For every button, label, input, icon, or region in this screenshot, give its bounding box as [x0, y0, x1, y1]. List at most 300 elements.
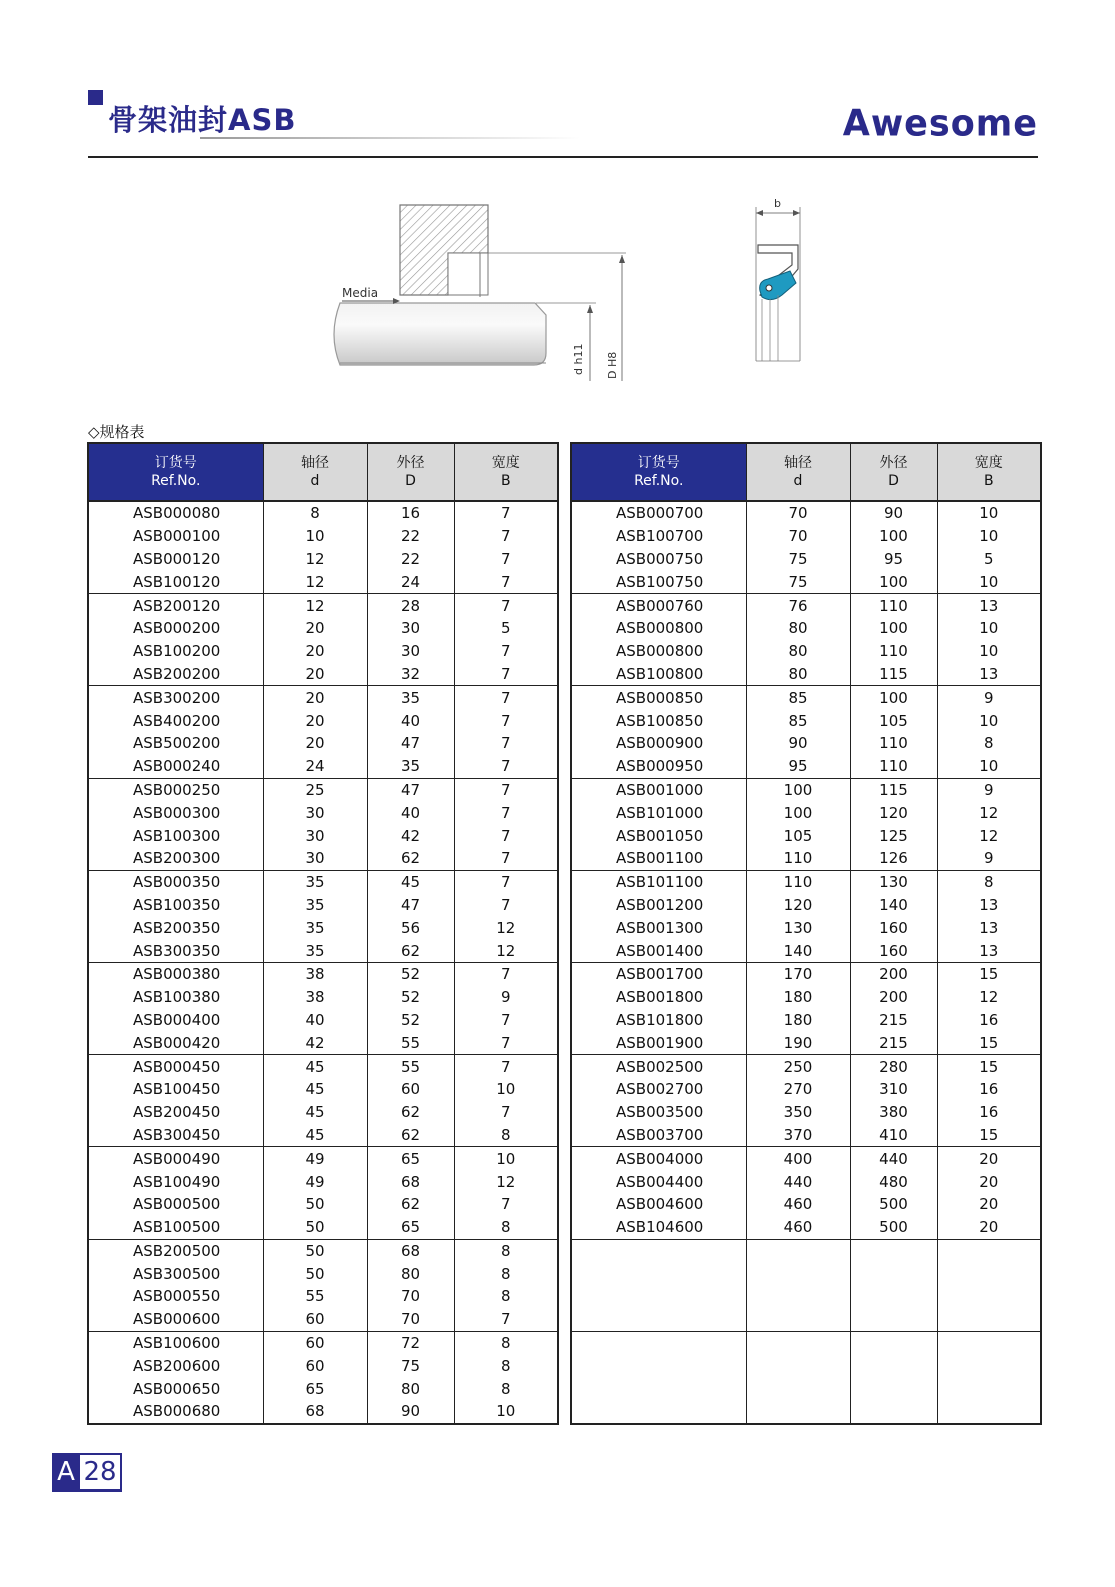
cell-d: 250 [746, 1055, 850, 1078]
cell-B: 7 [454, 548, 558, 571]
cell-D: 35 [367, 686, 454, 709]
col-width: 宽度 B [937, 443, 1041, 501]
cell-D: 65 [367, 1147, 454, 1170]
section-badge: A [52, 1453, 80, 1491]
table-row [571, 1400, 1041, 1424]
table-row [571, 1216, 1041, 1239]
cell-D: 100 [850, 525, 937, 548]
cell-d [746, 1239, 850, 1262]
cell-B: 8 [454, 1285, 558, 1308]
cell-d: 20 [263, 617, 367, 640]
table-row [571, 640, 1041, 663]
cell-d: 49 [263, 1147, 367, 1170]
d-dimension-label: d h11 [572, 343, 585, 375]
header-square-icon [88, 90, 103, 105]
table-row [88, 1124, 558, 1147]
cell-D: 62 [367, 1193, 454, 1216]
cell-d: 49 [263, 1170, 367, 1193]
cell-d: 60 [263, 1308, 367, 1331]
cell-ref: ASB000550 [133, 1287, 221, 1306]
table-row [571, 1031, 1041, 1054]
cell-d: 75 [746, 570, 850, 593]
cell-D: 380 [850, 1101, 937, 1124]
cell-D: 55 [367, 1031, 454, 1054]
col-ref: 订货号 Ref.No. [571, 443, 746, 501]
table-row [88, 570, 558, 593]
cell-ref: ASB000600 [133, 1310, 221, 1329]
cell-D: 40 [367, 801, 454, 824]
cell-D: 440 [850, 1147, 937, 1170]
cell-B [937, 1331, 1041, 1354]
cell-D: 110 [850, 594, 937, 617]
cell-D: 22 [367, 525, 454, 548]
table-row [88, 1377, 558, 1400]
cell-d [746, 1262, 850, 1285]
cell-d: 40 [263, 1009, 367, 1032]
cell-ref: ASB100750 [616, 572, 704, 591]
cell-B: 15 [937, 1031, 1041, 1054]
cell-B: 7 [454, 1308, 558, 1331]
table-row [571, 732, 1041, 755]
cell-d: 460 [746, 1193, 850, 1216]
cell-B: 8 [454, 1216, 558, 1239]
table-row [88, 709, 558, 732]
cell-B: 7 [454, 686, 558, 709]
table-row [88, 1308, 558, 1331]
cell-D: 90 [367, 1400, 454, 1424]
table-row [571, 1262, 1041, 1285]
cell-D: 80 [367, 1377, 454, 1400]
table-row [571, 916, 1041, 939]
cell-B: 9 [937, 778, 1041, 801]
table-row [88, 1354, 558, 1377]
cell-B: 16 [937, 1009, 1041, 1032]
cell-D: 42 [367, 824, 454, 847]
cell-d: 12 [263, 570, 367, 593]
table-row [88, 939, 558, 962]
cell-B: 13 [937, 894, 1041, 917]
cell-D: 45 [367, 870, 454, 893]
seal-cross-section [756, 197, 800, 361]
table-row [571, 801, 1041, 824]
cell-B: 7 [454, 640, 558, 663]
table-row [88, 962, 558, 985]
media-label: Media [342, 286, 379, 300]
cell-D: 215 [850, 1031, 937, 1054]
cell-B [937, 1354, 1041, 1377]
table-row [88, 548, 558, 571]
table-row [571, 894, 1041, 917]
cell-D: 115 [850, 778, 937, 801]
cell-D: 160 [850, 916, 937, 939]
cell-d: 20 [263, 686, 367, 709]
cell-B: 7 [454, 870, 558, 893]
cell-d: 440 [746, 1170, 850, 1193]
cell-d: 35 [263, 894, 367, 917]
cell-B [937, 1285, 1041, 1308]
cell-D: 480 [850, 1170, 937, 1193]
cell-d: 95 [746, 755, 850, 778]
cell-D [850, 1308, 937, 1331]
cell-ref: ASB200200 [133, 664, 221, 683]
cell-ref: ASB001700 [571, 962, 746, 985]
cell-ref: ASB100350 [133, 895, 221, 914]
table-row [88, 1009, 558, 1032]
cell-d: 20 [263, 709, 367, 732]
table-row [88, 686, 558, 709]
cell-d: 76 [746, 594, 850, 617]
table-row [88, 663, 558, 686]
cell-d: 50 [263, 1216, 367, 1239]
cell-D: 40 [367, 709, 454, 732]
cell-D: 30 [367, 640, 454, 663]
cell-B: 13 [937, 939, 1041, 962]
cell-B [937, 1262, 1041, 1285]
table-row [88, 617, 558, 640]
cell-ref [571, 1331, 746, 1354]
cell-d: 60 [263, 1354, 367, 1377]
cell-ref: ASB104600 [616, 1218, 704, 1237]
cell-D [850, 1400, 937, 1424]
cell-ref: ASB000120 [133, 549, 221, 568]
cell-ref: ASB100600 [88, 1331, 263, 1354]
cell-ref [571, 1354, 746, 1377]
cell-B [937, 1239, 1041, 1262]
cell-d: 180 [746, 1009, 850, 1032]
cell-ref: ASB200300 [133, 849, 221, 868]
cell-ref: ASB000800 [616, 642, 704, 661]
cell-D: 35 [367, 755, 454, 778]
cell-d: 75 [746, 548, 850, 571]
cell-ref: ASB004000 [571, 1147, 746, 1170]
cell-d: 30 [263, 824, 367, 847]
cell-B: 7 [454, 1055, 558, 1078]
cell-d [746, 1354, 850, 1377]
cell-ref: ASB000680 [133, 1402, 221, 1421]
spec-table-label: ◇规格表 [88, 423, 145, 441]
table-row [88, 1078, 558, 1101]
table-row [88, 1055, 558, 1078]
cell-B: 20 [937, 1216, 1041, 1239]
cell-D: 70 [367, 1308, 454, 1331]
table-row [571, 617, 1041, 640]
cell-ref: ASB000700 [616, 504, 704, 523]
cell-B: 10 [937, 501, 1041, 525]
table-row [571, 1285, 1041, 1308]
cell-D: 410 [850, 1124, 937, 1147]
table-row [88, 916, 558, 939]
table-row [571, 570, 1041, 593]
table-row [571, 1101, 1041, 1124]
cell-ref: ASB003500 [616, 1103, 704, 1122]
table-row [571, 594, 1041, 617]
cell-ref [571, 1239, 746, 1262]
cell-d: 80 [746, 617, 850, 640]
cell-d: 80 [746, 663, 850, 686]
cell-B: 9 [937, 847, 1041, 870]
cell-D: 110 [850, 732, 937, 755]
table-row [88, 1239, 558, 1262]
cell-ref: ASB100800 [616, 664, 704, 683]
cell-D: 140 [850, 894, 937, 917]
cell-D [850, 1354, 937, 1377]
cell-ref: ASB200500 [88, 1239, 263, 1262]
table-row [88, 1400, 558, 1424]
cell-d: 45 [263, 1101, 367, 1124]
cell-D: 90 [850, 501, 937, 525]
cell-ref: ASB100200 [133, 642, 221, 661]
header-underline [200, 137, 580, 139]
cell-d: 12 [263, 548, 367, 571]
cell-D: 200 [850, 986, 937, 1009]
cell-d [746, 1377, 850, 1400]
cell-D: 215 [850, 1009, 937, 1032]
table-row [88, 1262, 558, 1285]
table-row [571, 1354, 1041, 1377]
cell-d: 55 [263, 1285, 367, 1308]
cell-B: 12 [937, 824, 1041, 847]
table-row [571, 986, 1041, 1009]
table-row [571, 1055, 1041, 1078]
cell-B: 10 [454, 1147, 558, 1170]
cell-ref: ASB200350 [133, 918, 221, 937]
cell-B: 7 [454, 732, 558, 755]
cell-d: 270 [746, 1078, 850, 1101]
table-row [88, 525, 558, 548]
cell-d: 110 [746, 870, 850, 893]
cell-ref: ASB300200 [88, 686, 263, 709]
cell-ref: ASB000100 [133, 527, 221, 546]
table-row [571, 1239, 1041, 1262]
cell-D: 500 [850, 1193, 937, 1216]
table-row [571, 1147, 1041, 1170]
table-row [571, 778, 1041, 801]
cell-ref: ASB001900 [616, 1033, 704, 1052]
cell-B: 7 [454, 755, 558, 778]
table-row [88, 847, 558, 870]
page-title: 骨架油封ASB [108, 103, 297, 137]
cell-D: 62 [367, 1124, 454, 1147]
table-row [571, 525, 1041, 548]
cell-D: 115 [850, 663, 937, 686]
cell-D: 68 [367, 1239, 454, 1262]
cell-B: 10 [937, 640, 1041, 663]
table-row [88, 1216, 558, 1239]
table-row [571, 663, 1041, 686]
cell-B: 5 [454, 617, 558, 640]
cell-d: 130 [746, 916, 850, 939]
cell-d: 120 [746, 894, 850, 917]
cell-D [850, 1239, 937, 1262]
cell-ref: ASB000200 [133, 619, 221, 638]
cell-ref: ASB001300 [616, 918, 704, 937]
table-row [571, 1009, 1041, 1032]
table-row [571, 847, 1041, 870]
cell-ref: ASB001200 [616, 895, 704, 914]
cell-D: 100 [850, 686, 937, 709]
cell-B [937, 1308, 1041, 1331]
cell-d: 100 [746, 801, 850, 824]
table-row [88, 1101, 558, 1124]
cell-B: 7 [454, 501, 558, 525]
cell-ref: ASB000420 [133, 1033, 221, 1052]
cell-D: 47 [367, 778, 454, 801]
cell-D: 125 [850, 824, 937, 847]
cell-B: 8 [454, 1377, 558, 1400]
cell-D: 110 [850, 755, 937, 778]
cell-D: 52 [367, 986, 454, 1009]
cell-ref: ASB000350 [88, 870, 263, 893]
cell-B: 8 [454, 1239, 558, 1262]
cell-D: 52 [367, 962, 454, 985]
table-row [88, 1031, 558, 1054]
cell-D: 22 [367, 548, 454, 571]
table-row [88, 732, 558, 755]
cell-ref: ASB101800 [616, 1010, 704, 1029]
cell-D: 280 [850, 1055, 937, 1078]
cell-B: 10 [937, 709, 1041, 732]
cell-d: 20 [263, 732, 367, 755]
cell-B: 7 [454, 778, 558, 801]
cell-d: 60 [263, 1331, 367, 1354]
table-row [571, 709, 1041, 732]
cell-d: 100 [746, 778, 850, 801]
cell-B: 7 [454, 570, 558, 593]
cell-d: 170 [746, 962, 850, 985]
cell-D: 62 [367, 1101, 454, 1124]
cell-ref: ASB101000 [616, 803, 704, 822]
cell-D: 110 [850, 640, 937, 663]
cell-d: 70 [746, 501, 850, 525]
table-row [88, 755, 558, 778]
cell-D: 100 [850, 570, 937, 593]
cell-d: 50 [263, 1239, 367, 1262]
cell-ref: ASB000900 [616, 734, 704, 753]
cell-d: 105 [746, 824, 850, 847]
cell-d: 45 [263, 1078, 367, 1101]
cell-ref: ASB300350 [133, 941, 221, 960]
cell-B: 8 [454, 1354, 558, 1377]
cell-B: 7 [454, 801, 558, 824]
cell-ref: ASB000450 [88, 1055, 263, 1078]
col-shaft-diameter: 轴径 d [746, 443, 850, 501]
cell-B: 7 [454, 847, 558, 870]
cell-d: 24 [263, 755, 367, 778]
cell-ref: ASB300450 [133, 1125, 221, 1144]
cell-B: 10 [937, 617, 1041, 640]
cell-D: 16 [367, 501, 454, 525]
cell-B: 7 [454, 1009, 558, 1032]
table-row [88, 986, 558, 1009]
cell-ref: ASB000240 [133, 757, 221, 776]
table-row [88, 594, 558, 617]
cell-d: 35 [263, 916, 367, 939]
cell-d: 35 [263, 939, 367, 962]
cell-B: 7 [454, 1193, 558, 1216]
cell-D: 310 [850, 1078, 937, 1101]
cell-B: 10 [937, 755, 1041, 778]
cell-d: 10 [263, 525, 367, 548]
cell-D: 32 [367, 663, 454, 686]
col-outer-diameter: 外径 D [850, 443, 937, 501]
cell-d: 25 [263, 778, 367, 801]
table-row [88, 824, 558, 847]
cell-d: 350 [746, 1101, 850, 1124]
col-ref: 订货号 Ref.No. [88, 443, 263, 501]
cell-B: 9 [937, 686, 1041, 709]
cell-B: 7 [454, 709, 558, 732]
table-row [88, 801, 558, 824]
cell-ref [571, 1308, 746, 1331]
cell-B: 20 [937, 1147, 1041, 1170]
cell-d: 140 [746, 939, 850, 962]
cell-d: 85 [746, 686, 850, 709]
cell-ref: ASB001100 [616, 849, 704, 868]
cell-D: 28 [367, 594, 454, 617]
cell-B: 7 [454, 1031, 558, 1054]
cell-B: 7 [454, 663, 558, 686]
table-row [571, 962, 1041, 985]
cell-ref: ASB000850 [571, 686, 746, 709]
cell-D: 47 [367, 894, 454, 917]
cell-d: 190 [746, 1031, 850, 1054]
cell-B: 15 [937, 1124, 1041, 1147]
cell-ref: ASB101100 [571, 870, 746, 893]
cell-B: 8 [937, 732, 1041, 755]
cell-d: 70 [746, 525, 850, 548]
cell-d [746, 1400, 850, 1424]
cell-D [850, 1285, 937, 1308]
cell-B: 8 [937, 870, 1041, 893]
cell-B: 20 [937, 1193, 1041, 1216]
cell-B: 8 [454, 1124, 558, 1147]
cell-d: 42 [263, 1031, 367, 1054]
cell-B: 7 [454, 1101, 558, 1124]
cell-B: 12 [937, 801, 1041, 824]
cell-d: 45 [263, 1055, 367, 1078]
cell-B: 12 [454, 939, 558, 962]
cell-ref: ASB000490 [88, 1147, 263, 1170]
cell-ref: ASB100300 [133, 826, 221, 845]
table-row [571, 1170, 1041, 1193]
table-row [571, 686, 1041, 709]
cell-d: 38 [263, 986, 367, 1009]
cell-d: 460 [746, 1216, 850, 1239]
cell-B: 13 [937, 594, 1041, 617]
cell-ref: ASB100850 [616, 711, 704, 730]
table-row [571, 939, 1041, 962]
cell-ref [571, 1262, 746, 1285]
cell-D: 95 [850, 548, 937, 571]
cell-ref: ASB002700 [616, 1080, 704, 1099]
cell-ref: ASB001800 [616, 988, 704, 1007]
cell-B: 12 [454, 1170, 558, 1193]
cell-D: 105 [850, 709, 937, 732]
cell-D: 120 [850, 801, 937, 824]
cell-d: 20 [263, 663, 367, 686]
cell-D: 62 [367, 939, 454, 962]
table-row [571, 1377, 1041, 1400]
cell-B: 5 [937, 548, 1041, 571]
cell-ref: ASB000800 [616, 619, 704, 638]
cell-ref: ASB200600 [133, 1356, 221, 1375]
cell-d: 180 [746, 986, 850, 1009]
cell-B: 12 [937, 986, 1041, 1009]
cell-B: 7 [454, 894, 558, 917]
cell-d [746, 1331, 850, 1354]
table-row [88, 870, 558, 893]
spec-table-right [570, 442, 1042, 1425]
